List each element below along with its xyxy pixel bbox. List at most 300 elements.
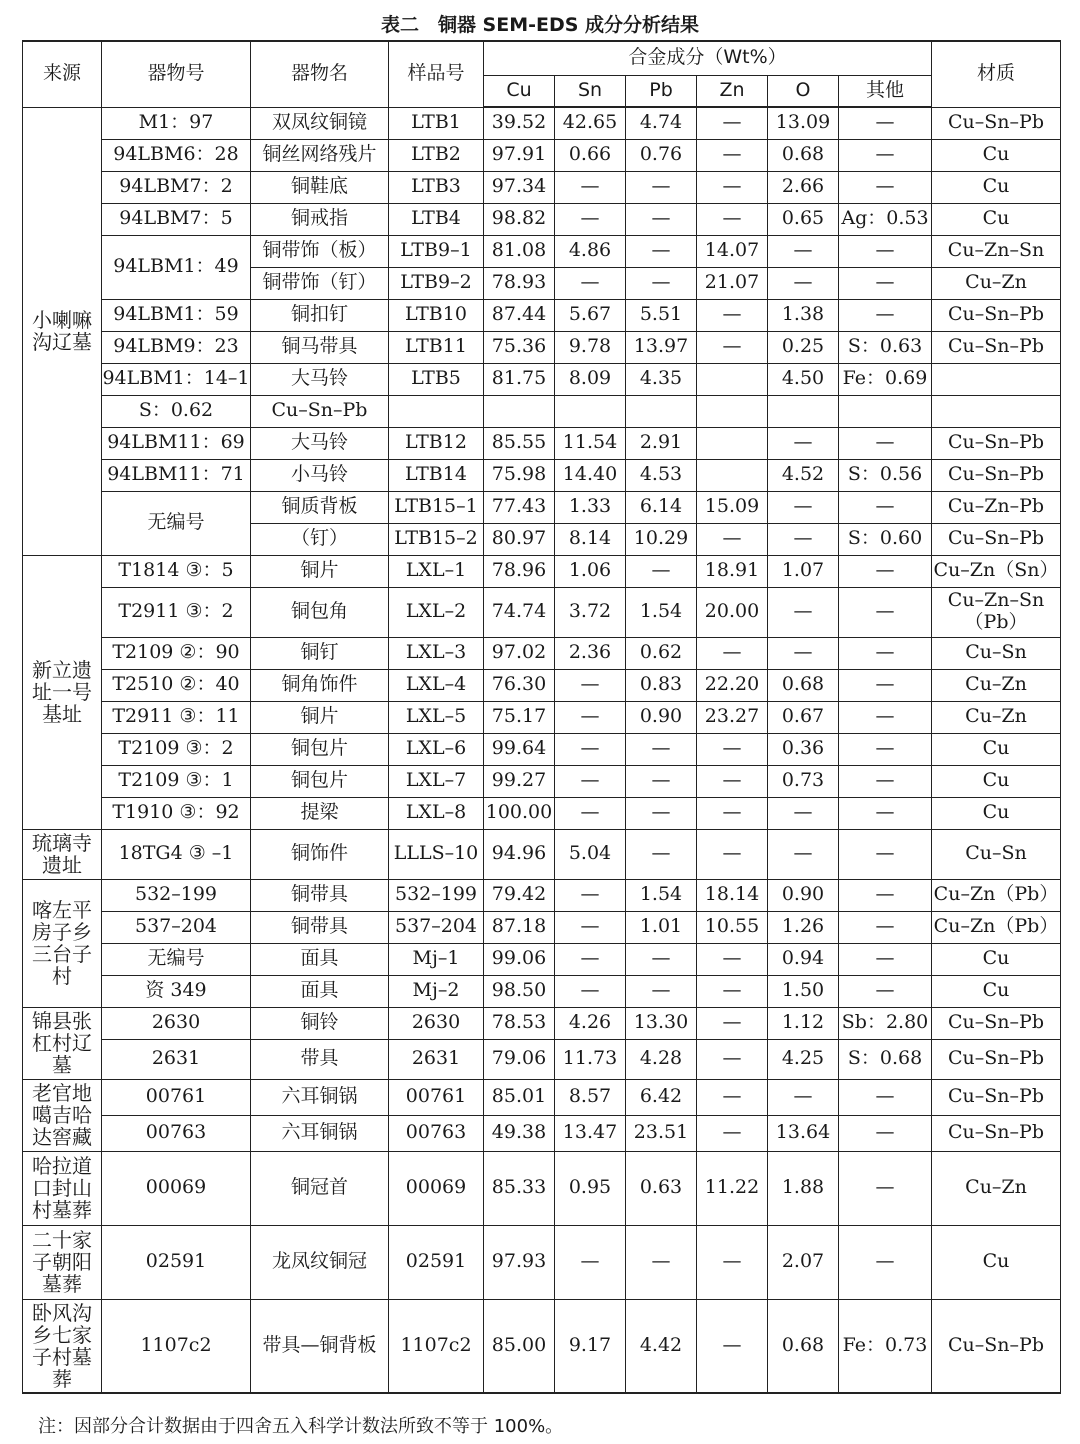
table-cell: — bbox=[839, 107, 932, 139]
table-cell: Cu–Sn–Pb bbox=[932, 107, 1061, 139]
table-cell: 537–204 bbox=[102, 911, 251, 943]
table-cell: Cu–Sn bbox=[932, 637, 1061, 669]
table-cell: 2630 bbox=[389, 1007, 484, 1039]
header-element: Pb bbox=[626, 75, 697, 107]
table-cell: Cu bbox=[932, 203, 1061, 235]
table-cell bbox=[697, 363, 768, 395]
table-cell: 4.86 bbox=[555, 235, 626, 267]
table-cell: — bbox=[555, 911, 626, 943]
table-cell: LXL–3 bbox=[389, 637, 484, 669]
table-cell: 77.43 bbox=[484, 491, 555, 523]
table-cell: — bbox=[839, 911, 932, 943]
table-cell: 23.27 bbox=[697, 701, 768, 733]
table-row bbox=[23, 107, 1061, 139]
table-cell: （钉） bbox=[251, 523, 389, 555]
table-cell: 13.64 bbox=[768, 1115, 839, 1151]
table-cell: 3.72 bbox=[555, 587, 626, 637]
table-cell: 13.30 bbox=[626, 1007, 697, 1039]
table-cell: 面具 bbox=[251, 975, 389, 1007]
table-cell: — bbox=[839, 139, 932, 171]
table-cell: 铜戒指 bbox=[251, 203, 389, 235]
table-cell: T2911 ③：2 bbox=[102, 587, 251, 637]
table-cell: S：0.56 bbox=[839, 459, 932, 491]
table-cell: 79.42 bbox=[484, 879, 555, 911]
table-cell: 无编号 bbox=[102, 943, 251, 975]
table-cell: — bbox=[697, 331, 768, 363]
table-row bbox=[23, 491, 1061, 523]
table-cell: 94LBM11：71 bbox=[102, 459, 251, 491]
table-cell: LXL–8 bbox=[389, 797, 484, 829]
table-cell: — bbox=[697, 637, 768, 669]
table-cell: — bbox=[768, 1079, 839, 1115]
table-cell: — bbox=[626, 975, 697, 1007]
table-cell: 21.07 bbox=[697, 267, 768, 299]
table-cell: 0.90 bbox=[768, 879, 839, 911]
table-cell: LTB4 bbox=[389, 203, 484, 235]
table-cell: — bbox=[555, 669, 626, 701]
table-cell: 铜马带具 bbox=[251, 331, 389, 363]
table-cell: 94LBM1：14–1 bbox=[102, 363, 251, 395]
table-cell: LTB9–2 bbox=[389, 267, 484, 299]
table-cell: Cu bbox=[932, 139, 1061, 171]
table-cell: LTB5 bbox=[389, 363, 484, 395]
table-row bbox=[23, 637, 1061, 669]
table-cell: 0.95 bbox=[555, 1151, 626, 1225]
table-cell: 42.65 bbox=[555, 107, 626, 139]
table-cell: — bbox=[626, 1225, 697, 1299]
table-row bbox=[23, 879, 1061, 911]
source-cell: 卧风沟乡七家子村墓葬 bbox=[23, 1299, 102, 1393]
table-cell: 铜包片 bbox=[251, 765, 389, 797]
source-cell: 新立遗址一号基址 bbox=[23, 555, 102, 829]
table-cell: T2109 ②：90 bbox=[102, 637, 251, 669]
table-row bbox=[23, 975, 1061, 1007]
table-cell: 5.51 bbox=[626, 299, 697, 331]
table-cell: — bbox=[839, 491, 932, 523]
table-cell: 39.52 bbox=[484, 107, 555, 139]
table-title: 表二 铜器 SEM-EDS 成分分析结果 bbox=[380, 14, 700, 36]
table-cell: 49.38 bbox=[484, 1115, 555, 1151]
table-cell: M1：97 bbox=[102, 107, 251, 139]
table-cell: 1.07 bbox=[768, 555, 839, 587]
table-cell: LTB9–1 bbox=[389, 235, 484, 267]
table-cell: T2109 ③：2 bbox=[102, 733, 251, 765]
table-row bbox=[23, 395, 1061, 427]
table-cell: — bbox=[768, 267, 839, 299]
table-cell: 0.68 bbox=[768, 1299, 839, 1393]
composition-table bbox=[22, 40, 1061, 1394]
table-cell: — bbox=[555, 879, 626, 911]
table-cell: LLLS–10 bbox=[389, 829, 484, 879]
table-cell: Cu–Sn–Pb bbox=[932, 1079, 1061, 1115]
source-cell: 二十家子朝阳墓葬 bbox=[23, 1225, 102, 1299]
table-cell: 0.83 bbox=[626, 669, 697, 701]
table-cell: Cu–Zn（Pb） bbox=[932, 911, 1061, 943]
table-cell: — bbox=[555, 943, 626, 975]
table-cell bbox=[697, 459, 768, 491]
table-cell: 02591 bbox=[389, 1225, 484, 1299]
table-cell: 97.91 bbox=[484, 139, 555, 171]
table-cell: — bbox=[697, 975, 768, 1007]
table-cell: S：0.62 bbox=[102, 395, 251, 427]
table-cell: 铜片 bbox=[251, 701, 389, 733]
table-cell: 铜扣钉 bbox=[251, 299, 389, 331]
table-cell: LXL–4 bbox=[389, 669, 484, 701]
table-cell: 81.08 bbox=[484, 235, 555, 267]
table-cell: Cu–Zn（Pb） bbox=[932, 879, 1061, 911]
table-cell: 铜带饰（板） bbox=[251, 235, 389, 267]
table-cell: Cu bbox=[932, 797, 1061, 829]
table-cell: — bbox=[768, 523, 839, 555]
table-cell: — bbox=[697, 1079, 768, 1115]
table-cell: 11.73 bbox=[555, 1039, 626, 1079]
table-cell: — bbox=[839, 1115, 932, 1151]
table-cell: Cu–Sn bbox=[932, 829, 1061, 879]
table-cell: Cu–Sn–Pb bbox=[932, 459, 1061, 491]
table-cell: 铜铃 bbox=[251, 1007, 389, 1039]
table-cell: 00761 bbox=[389, 1079, 484, 1115]
table-cell: Cu bbox=[932, 975, 1061, 1007]
table-cell: LXL–6 bbox=[389, 733, 484, 765]
table-row bbox=[23, 459, 1061, 491]
table-cell: 75.36 bbox=[484, 331, 555, 363]
table-cell: — bbox=[555, 701, 626, 733]
table-cell: LTB15–1 bbox=[389, 491, 484, 523]
table-cell: 9.17 bbox=[555, 1299, 626, 1393]
table-cell: 0.68 bbox=[768, 139, 839, 171]
table-cell: 99.06 bbox=[484, 943, 555, 975]
table-row bbox=[23, 701, 1061, 733]
table-cell: — bbox=[626, 235, 697, 267]
table-cell bbox=[389, 395, 484, 427]
table-row bbox=[23, 1299, 1061, 1393]
table-row bbox=[23, 203, 1061, 235]
table-cell: 0.36 bbox=[768, 733, 839, 765]
table-cell: — bbox=[839, 765, 932, 797]
table-cell: T2510 ②：40 bbox=[102, 669, 251, 701]
table-cell: — bbox=[555, 171, 626, 203]
source-cell: 老官地噶吉哈达窖藏 bbox=[23, 1079, 102, 1151]
table-row bbox=[23, 733, 1061, 765]
table-cell: 铜片 bbox=[251, 555, 389, 587]
table-cell: — bbox=[555, 203, 626, 235]
table-cell: 0.65 bbox=[768, 203, 839, 235]
table-cell: — bbox=[626, 943, 697, 975]
table-cell: T2911 ③：11 bbox=[102, 701, 251, 733]
table-cell: 0.76 bbox=[626, 139, 697, 171]
table-cell bbox=[484, 395, 555, 427]
table-cell: 11.54 bbox=[555, 427, 626, 459]
table-cell: Mj–1 bbox=[389, 943, 484, 975]
table-cell: 1.88 bbox=[768, 1151, 839, 1225]
table-cell: S：0.60 bbox=[839, 523, 932, 555]
table-cell: Cu–Zn bbox=[932, 669, 1061, 701]
table-cell: Cu bbox=[932, 765, 1061, 797]
table-cell: — bbox=[768, 491, 839, 523]
table-cell: Cu–Sn–Pb bbox=[932, 1007, 1061, 1039]
table-row bbox=[23, 1151, 1061, 1225]
table-cell: 1.06 bbox=[555, 555, 626, 587]
table-cell: — bbox=[839, 1151, 932, 1225]
table-cell: — bbox=[555, 797, 626, 829]
table-row bbox=[23, 331, 1061, 363]
table-cell: 8.09 bbox=[555, 363, 626, 395]
table-cell: 0.73 bbox=[768, 765, 839, 797]
table-cell: 99.27 bbox=[484, 765, 555, 797]
table-cell: 22.20 bbox=[697, 669, 768, 701]
table-cell: 带具—铜背板 bbox=[251, 1299, 389, 1393]
table-cell: — bbox=[839, 701, 932, 733]
table-cell: 18.14 bbox=[697, 879, 768, 911]
table-cell: — bbox=[768, 797, 839, 829]
table-cell: — bbox=[626, 797, 697, 829]
table-cell bbox=[839, 395, 932, 427]
table-cell: — bbox=[626, 733, 697, 765]
table-row bbox=[23, 911, 1061, 943]
table-cell: 0.90 bbox=[626, 701, 697, 733]
table-cell: 铜鞋底 bbox=[251, 171, 389, 203]
table-cell: — bbox=[768, 829, 839, 879]
table-cell: 铜钉 bbox=[251, 637, 389, 669]
table-cell bbox=[932, 395, 1061, 427]
table-cell: — bbox=[839, 669, 932, 701]
source-cell: 喀左平房子乡三台子村 bbox=[23, 879, 102, 1007]
table-cell: 铜包片 bbox=[251, 733, 389, 765]
header-material: 材质 bbox=[932, 41, 1061, 107]
table-cell: 铜饰件 bbox=[251, 829, 389, 879]
table-cell: 00763 bbox=[389, 1115, 484, 1151]
table-cell: 0.68 bbox=[768, 669, 839, 701]
table-cell: 4.42 bbox=[626, 1299, 697, 1393]
table-cell: 铜带具 bbox=[251, 911, 389, 943]
table-cell: Cu bbox=[932, 1225, 1061, 1299]
table-cell: — bbox=[555, 1225, 626, 1299]
table-cell: 无编号 bbox=[102, 491, 251, 555]
table-cell: Cu–Sn–Pb bbox=[932, 1115, 1061, 1151]
table-cell: Cu–Sn–Pb bbox=[932, 1299, 1061, 1393]
table-cell: 15.09 bbox=[697, 491, 768, 523]
table-cell: 1.50 bbox=[768, 975, 839, 1007]
table-cell: — bbox=[626, 203, 697, 235]
table-cell: 提梁 bbox=[251, 797, 389, 829]
table-cell: 2.66 bbox=[768, 171, 839, 203]
table-cell: 94LBM7：5 bbox=[102, 203, 251, 235]
table-cell: Cu–Zn bbox=[932, 701, 1061, 733]
table-cell: 2.91 bbox=[626, 427, 697, 459]
table-cell: 铜丝网络残片 bbox=[251, 139, 389, 171]
table-row bbox=[23, 587, 1061, 637]
table-cell: LTB2 bbox=[389, 139, 484, 171]
table-cell: 铜冠首 bbox=[251, 1151, 389, 1225]
table-cell: 1.54 bbox=[626, 879, 697, 911]
table-row bbox=[23, 363, 1061, 395]
table-cell: 97.93 bbox=[484, 1225, 555, 1299]
table-cell: Cu bbox=[932, 943, 1061, 975]
table-row bbox=[23, 1115, 1061, 1151]
table-cell: — bbox=[697, 1225, 768, 1299]
table-cell: 100.00 bbox=[484, 797, 555, 829]
table-cell: Cu–Zn–Pb bbox=[932, 491, 1061, 523]
table-cell: 87.44 bbox=[484, 299, 555, 331]
table-cell: S：0.63 bbox=[839, 331, 932, 363]
header-element: Sn bbox=[555, 75, 626, 107]
table-cell: LTB14 bbox=[389, 459, 484, 491]
table-cell: 94LBM9：23 bbox=[102, 331, 251, 363]
table-row bbox=[23, 139, 1061, 171]
table-cell: 13.97 bbox=[626, 331, 697, 363]
table-cell: T1910 ③：92 bbox=[102, 797, 251, 829]
table-cell: — bbox=[839, 637, 932, 669]
table-cell: 74.74 bbox=[484, 587, 555, 637]
table-cell: Cu–Sn–Pb bbox=[932, 523, 1061, 555]
table-cell: 1.54 bbox=[626, 587, 697, 637]
table-cell: 2631 bbox=[389, 1039, 484, 1079]
table-cell: — bbox=[697, 733, 768, 765]
table-cell: Fe：0.73 bbox=[839, 1299, 932, 1393]
table-cell: 大马铃 bbox=[251, 427, 389, 459]
table-cell bbox=[555, 395, 626, 427]
table-cell: 0.67 bbox=[768, 701, 839, 733]
source-cell: 锦县张杠村辽墓 bbox=[23, 1007, 102, 1079]
table-cell bbox=[697, 427, 768, 459]
table-cell: 铜角饰件 bbox=[251, 669, 389, 701]
table-cell: LXL–5 bbox=[389, 701, 484, 733]
table-cell: — bbox=[839, 555, 932, 587]
source-cell: 小喇嘛沟辽墓 bbox=[23, 107, 102, 555]
table-cell: 75.17 bbox=[484, 701, 555, 733]
table-cell: 79.06 bbox=[484, 1039, 555, 1079]
table-cell: Sb：2.80 bbox=[839, 1007, 932, 1039]
header-item-name: 器物名 bbox=[251, 41, 389, 107]
table-cell: 4.26 bbox=[555, 1007, 626, 1039]
table-cell: — bbox=[626, 267, 697, 299]
table-cell: 1.01 bbox=[626, 911, 697, 943]
table-row bbox=[23, 829, 1061, 879]
table-cell: 1107c2 bbox=[102, 1299, 251, 1393]
table-row bbox=[23, 669, 1061, 701]
table-cell: Ag：0.53 bbox=[839, 203, 932, 235]
table-cell: 99.64 bbox=[484, 733, 555, 765]
table-cell: — bbox=[839, 733, 932, 765]
table-cell: — bbox=[839, 829, 932, 879]
table-cell: 14.07 bbox=[697, 235, 768, 267]
table-cell: 铜带饰（钉） bbox=[251, 267, 389, 299]
table-cell: LTB1 bbox=[389, 107, 484, 139]
table-cell: 9.78 bbox=[555, 331, 626, 363]
table-cell: 78.93 bbox=[484, 267, 555, 299]
table-cell: Cu–Zn bbox=[932, 267, 1061, 299]
table-cell: Cu bbox=[932, 733, 1061, 765]
table-cell: — bbox=[697, 107, 768, 139]
table-cell: 13.09 bbox=[768, 107, 839, 139]
table-cell: 4.52 bbox=[768, 459, 839, 491]
table-cell: — bbox=[697, 523, 768, 555]
table-cell: 4.50 bbox=[768, 363, 839, 395]
table-cell: 94LBM1：59 bbox=[102, 299, 251, 331]
table-row bbox=[23, 555, 1061, 587]
table-cell: 00763 bbox=[102, 1115, 251, 1151]
table-cell: — bbox=[839, 1225, 932, 1299]
table-cell: Cu–Zn–Sn bbox=[932, 235, 1061, 267]
table-cell bbox=[932, 363, 1061, 395]
source-cell: 琉璃寺遗址 bbox=[23, 829, 102, 879]
table-cell: 4.28 bbox=[626, 1039, 697, 1079]
table-row bbox=[23, 943, 1061, 975]
table-cell: 85.55 bbox=[484, 427, 555, 459]
table-cell: Cu–Zn（Sn） bbox=[932, 555, 1061, 587]
table-cell: 5.04 bbox=[555, 829, 626, 879]
table-cell: 带具 bbox=[251, 1039, 389, 1079]
table-cell: 18.91 bbox=[697, 555, 768, 587]
table-cell: 1.12 bbox=[768, 1007, 839, 1039]
table-cell: 85.01 bbox=[484, 1079, 555, 1115]
table-cell: 1.33 bbox=[555, 491, 626, 523]
table-row bbox=[23, 1225, 1061, 1299]
table-cell: LXL–1 bbox=[389, 555, 484, 587]
table-cell: 5.67 bbox=[555, 299, 626, 331]
table-cell: 2.07 bbox=[768, 1225, 839, 1299]
table-row bbox=[23, 1079, 1061, 1115]
table-cell: — bbox=[626, 555, 697, 587]
table-cell: 98.50 bbox=[484, 975, 555, 1007]
table-row bbox=[23, 1007, 1061, 1039]
table-cell: 14.40 bbox=[555, 459, 626, 491]
table-cell: — bbox=[839, 235, 932, 267]
table-cell: 0.62 bbox=[626, 637, 697, 669]
table-cell: T2109 ③：1 bbox=[102, 765, 251, 797]
table-cell: 94LBM11：69 bbox=[102, 427, 251, 459]
table-cell: Cu–Zn–Sn（Pb） bbox=[932, 587, 1061, 637]
table-cell bbox=[626, 395, 697, 427]
table-cell: — bbox=[839, 975, 932, 1007]
table-cell: 10.29 bbox=[626, 523, 697, 555]
table-cell: 00761 bbox=[102, 1079, 251, 1115]
table-row bbox=[23, 765, 1061, 797]
table-cell: LXL–2 bbox=[389, 587, 484, 637]
table-cell: 小马铃 bbox=[251, 459, 389, 491]
table-cell: 00069 bbox=[102, 1151, 251, 1225]
table-cell: Mj–2 bbox=[389, 975, 484, 1007]
table-cell: — bbox=[697, 797, 768, 829]
table-cell: — bbox=[839, 1079, 932, 1115]
table-cell: 75.98 bbox=[484, 459, 555, 491]
table-cell: 94LBM7：2 bbox=[102, 171, 251, 203]
table-cell: 2630 bbox=[102, 1007, 251, 1039]
table-cell: 18TG4 ③ –1 bbox=[102, 829, 251, 879]
table-cell: — bbox=[839, 427, 932, 459]
table-cell: 0.63 bbox=[626, 1151, 697, 1225]
table-cell: Cu–Zn bbox=[932, 1151, 1061, 1225]
table-cell: — bbox=[697, 1039, 768, 1079]
header-element: Cu bbox=[484, 75, 555, 107]
table-cell: LXL–7 bbox=[389, 765, 484, 797]
table-cell: — bbox=[768, 427, 839, 459]
table-cell: 87.18 bbox=[484, 911, 555, 943]
header-sample-no: 样品号 bbox=[389, 41, 484, 107]
table-cell: 铜质背板 bbox=[251, 491, 389, 523]
table-cell: 532–199 bbox=[102, 879, 251, 911]
table-cell: 2.36 bbox=[555, 637, 626, 669]
table-cell: 97.02 bbox=[484, 637, 555, 669]
table-cell: LTB11 bbox=[389, 331, 484, 363]
table-cell: 85.33 bbox=[484, 1151, 555, 1225]
table-cell: — bbox=[626, 171, 697, 203]
table-cell: — bbox=[768, 235, 839, 267]
table-cell: — bbox=[768, 587, 839, 637]
table-cell: 532–199 bbox=[389, 879, 484, 911]
table-row bbox=[23, 171, 1061, 203]
table-cell: — bbox=[697, 299, 768, 331]
